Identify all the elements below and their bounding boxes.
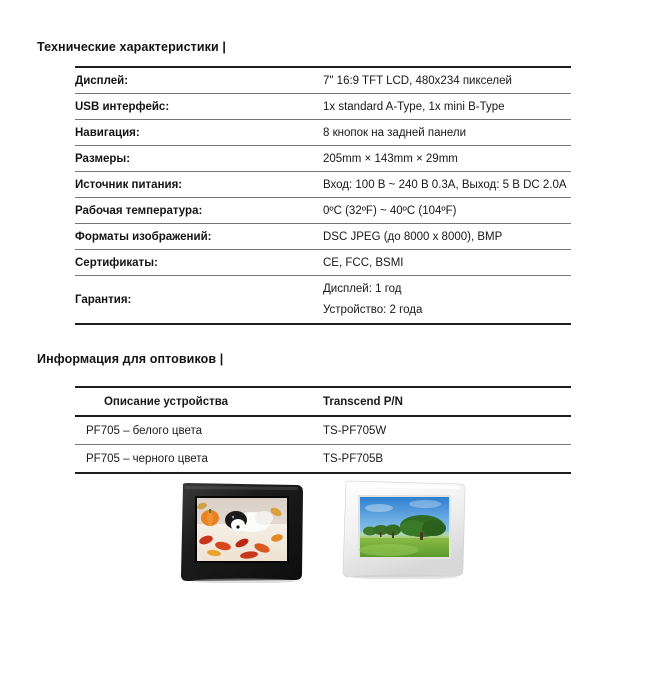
spec-value: 205mm × 143mm × 29mm <box>323 152 458 165</box>
wholesale-table <box>75 386 571 474</box>
section-heading-specifications: Технические характеристики | <box>37 40 226 54</box>
spec-value: CE, FCC, BSMI <box>323 256 404 269</box>
product-description: PF705 – белого цвета <box>86 424 203 437</box>
product-part-number: TS-PF705B <box>323 452 384 465</box>
product-photo-black-frame <box>178 482 306 583</box>
spec-label: Сертификаты: <box>75 256 158 269</box>
column-header-part-number: Transcend P/N <box>323 395 403 408</box>
spec-label: Размеры: <box>75 152 131 165</box>
product-part-number: TS-PF705W <box>323 424 387 437</box>
table-header-row <box>75 388 571 416</box>
table-row <box>75 146 571 172</box>
table-bottom-rule <box>75 473 571 474</box>
table-row <box>75 224 571 250</box>
spec-label: USB интерфейс: <box>75 100 170 113</box>
spec-value-line: Дисплей: 1 год <box>323 282 402 295</box>
spec-value: 0ºC (32ºF) ~ 40ºC (104ºF) <box>323 204 457 217</box>
table-row <box>75 172 571 198</box>
product-photo-white-frame <box>339 480 469 579</box>
table-row <box>75 68 571 94</box>
table-row <box>75 94 571 120</box>
spec-value <box>323 276 571 324</box>
spec-label: Гарантия: <box>75 293 132 306</box>
screen-image-trees-landscape <box>359 497 449 557</box>
spec-value: DSC JPEG (до 8000 x 8000), BMP <box>323 230 503 243</box>
table-row <box>75 120 571 146</box>
table-row <box>75 417 571 445</box>
spec-value: 1x standard A-Type, 1x mini B-Type <box>323 100 505 113</box>
table-bottom-rule <box>75 324 571 325</box>
section-heading-wholesale: Информация для оптовиков | <box>37 352 224 366</box>
product-description: PF705 – черного цвета <box>86 452 208 465</box>
spec-label: Навигация: <box>75 126 140 139</box>
table-row <box>75 445 571 473</box>
spec-label: Форматы изображений: <box>75 230 212 243</box>
table-row <box>75 276 571 324</box>
column-header-description: Описание устройства <box>103 395 229 408</box>
specifications-table <box>75 66 571 325</box>
spec-label: Дисплей: <box>75 74 129 87</box>
spec-label: Рабочая температура: <box>75 204 203 217</box>
spec-value-line: Устройство: 2 года <box>323 303 423 316</box>
spec-value: 8 кнопок на задней панели <box>323 126 467 139</box>
spec-value: 7" 16:9 TFT LCD, 480x234 пикселей <box>323 74 512 87</box>
spec-value: Вход: 100 В ~ 240 В 0.3A, Выход: 5 В DC 2.0A <box>323 178 567 191</box>
screen-image-autumn-puppy <box>196 498 287 561</box>
table-row <box>75 250 571 276</box>
spec-label: Источник питания: <box>75 178 183 191</box>
table-row <box>75 198 571 224</box>
